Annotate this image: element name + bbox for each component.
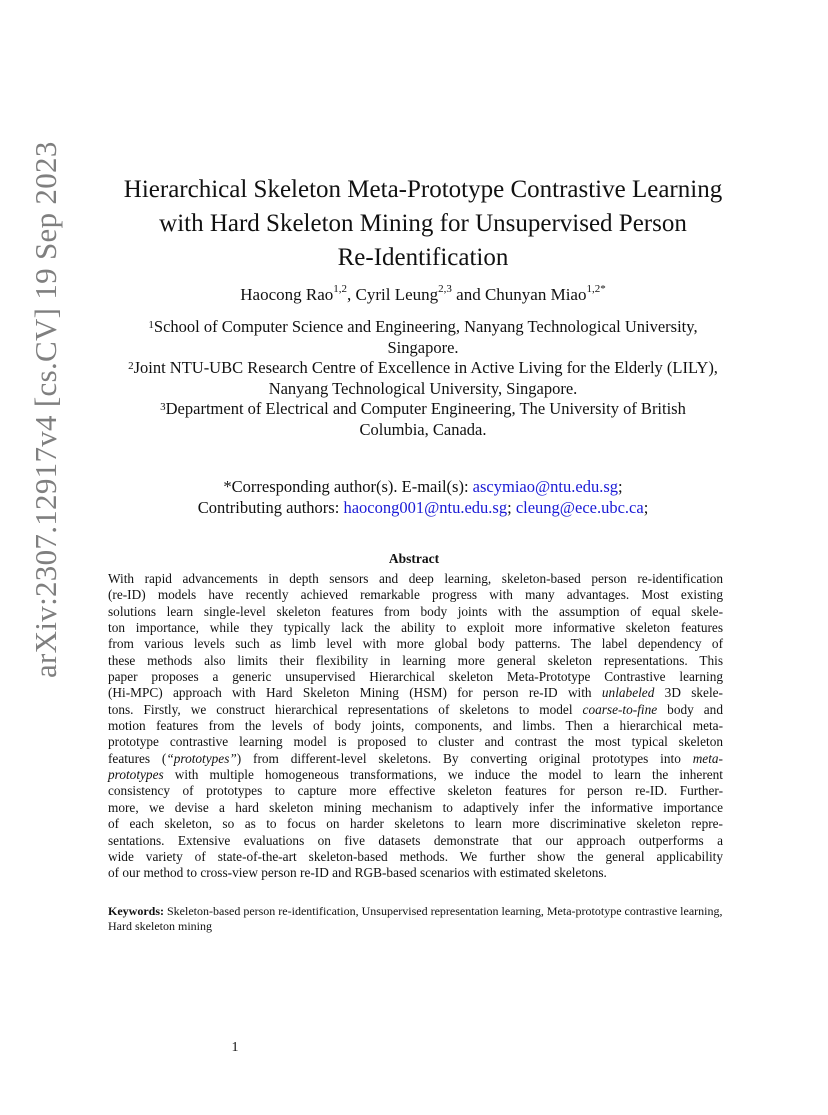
abstract-line xyxy=(108,833,723,849)
correspondence-block xyxy=(90,476,756,518)
author-name: Chunyan Miao xyxy=(484,285,587,304)
contributing-email-link[interactable]: cleung@ece.ubc.ca xyxy=(515,498,644,517)
abstract-line xyxy=(108,816,723,832)
affiliation: Nanyang Technological University, Singapore. xyxy=(268,378,578,398)
author-separator: and xyxy=(451,285,485,304)
title-line: Hierarchical Skeleton Meta-Prototype Contrastive Learning xyxy=(123,175,723,203)
abstract-emphasis: unlabeled xyxy=(601,685,655,701)
abstract-text: (re-ID) models have recently achieved remarkable progress with many advantages. Most existing xyxy=(108,587,723,603)
punctuation: ; xyxy=(507,498,516,517)
arxiv-identifier-stamp: arXiv:2307.12917v4 [cs.CV] 19 Sep 2023 xyxy=(28,141,63,678)
punctuation: ; xyxy=(618,477,623,496)
abstract-emphasis: meta- xyxy=(692,750,723,766)
abstract-text: consistency of prototypes to capture more effective skeleton features for person re-ID. Further- xyxy=(108,783,723,799)
author-name: Cyril Leung xyxy=(355,285,439,304)
affiliation: Singapore. xyxy=(387,337,459,357)
abstract-line xyxy=(108,767,723,783)
author-affiliation-marker: 1,2 xyxy=(333,283,348,295)
abstract-line xyxy=(108,783,723,799)
abstract-line xyxy=(108,849,723,865)
abstract-text: motion features from the levels of body joints, components, and limbs. Then a hierarchical meta- xyxy=(108,718,723,734)
punctuation: ; xyxy=(643,498,649,517)
abstract-text: of each skeleton, so as to focus on harder skeletons to learn more discriminative skeleton repre- xyxy=(108,816,723,832)
abstract-text: 3D skele- xyxy=(654,685,723,701)
corresponding-author-line xyxy=(90,476,756,497)
abstract-text: more, we devise a hard skeleton mining mechanism to adaptively infer the informative importance xyxy=(108,799,723,815)
abstract-line xyxy=(108,734,723,750)
affiliation xyxy=(90,358,756,379)
corresponding-label: *Corresponding author(s). E-mail(s): xyxy=(223,477,473,496)
contributing-email-link[interactable]: haocong001@ntu.edu.sg xyxy=(343,498,508,517)
author-affiliation-marker: 1,2* xyxy=(586,283,606,295)
abstract-line xyxy=(108,702,723,718)
abstract-line xyxy=(108,800,723,816)
abstract-text: ton importance, while they typically lack the ability to exploit more informative skeleton features xyxy=(108,620,723,636)
abstract-text: ) from different-level skeletons. By converting original prototypes into xyxy=(236,750,693,766)
page-number: 1 xyxy=(231,1040,239,1055)
title-line: Re-Identification xyxy=(337,243,509,271)
abstract-text: sentations. Extensive evaluations on five datasets demonstrate that our approach outperforms a xyxy=(108,832,723,848)
abstract-line xyxy=(108,653,723,669)
abstract-text: from various levels such as limb level with more global body patterns. The label dependency of xyxy=(108,636,723,652)
keywords-label: Keywords: xyxy=(108,904,164,918)
paper-title xyxy=(90,173,756,275)
abstract-emphasis: prototypes xyxy=(108,767,164,783)
affiliation-text: Department of Electrical and Computer Engineering, The University of British xyxy=(165,399,686,418)
affiliation-text: School of Computer Science and Engineering, Nanyang Technological University, xyxy=(153,317,698,336)
abstract-text: with multiple homogeneous transformations, we induce the model to learn the inherent xyxy=(163,767,723,783)
abstract-emphasis: coarse-to-fine xyxy=(582,701,658,717)
author-name: Haocong Rao xyxy=(240,285,334,304)
abstract-line xyxy=(108,669,723,685)
keywords xyxy=(108,904,723,934)
contributing-label: Contributing authors: xyxy=(197,498,344,517)
abstract-text: wide variety of state-of-the-art skeleton-based methods. We further show the general applicability xyxy=(108,848,723,864)
affiliation-list xyxy=(90,317,756,440)
abstract-text: (Hi-MPC) approach with Hard Skeleton Mining (HSM) for person re-ID with xyxy=(108,685,602,701)
affiliation: Columbia, Canada. xyxy=(359,419,487,439)
author-list xyxy=(90,285,756,305)
affiliation-number: 1 xyxy=(148,319,154,331)
abstract-line xyxy=(108,636,723,652)
abstract-text: these methods also limits their flexibility in learning more general skeleton representations. This xyxy=(108,652,723,668)
affiliation xyxy=(90,399,756,420)
abstract-line xyxy=(108,751,723,767)
abstract-text: tons. Firstly, we construct hierarchical representations of skeletons to model xyxy=(108,701,583,717)
abstract-text: features ( xyxy=(108,750,167,766)
abstract-text: prototype contrastive learning model is proposed to cluster and contrast the most typical skeleton xyxy=(108,734,723,750)
affiliation-text: Joint NTU-UBC Research Centre of Excellence in Active Living for the Elderly (LILY), xyxy=(133,358,718,377)
abstract-text: body and xyxy=(657,701,723,717)
affiliation-number: 3 xyxy=(160,401,166,413)
abstract-text: of our method to cross-view person re-ID and RGB-based scenarios with estimated skeletons. xyxy=(108,865,607,881)
keywords-text: Skeleton-based person re-identification, Unsupervised representation learning, Meta-prototype contrastive learning, Hard skeleton mining xyxy=(108,904,723,933)
contributing-authors-line xyxy=(90,497,756,518)
abstract-line xyxy=(108,587,723,603)
abstract-line xyxy=(108,685,723,701)
affiliation xyxy=(90,317,756,338)
abstract-line xyxy=(108,718,723,734)
abstract-line xyxy=(108,604,723,620)
author-separator: , xyxy=(347,285,356,304)
abstract-text: paper proposes a generic unsupervised Hierarchical skeleton Meta-Prototype Contrastive learning xyxy=(108,669,723,685)
title-line: with Hard Skeleton Mining for Unsupervised Person xyxy=(159,209,687,237)
abstract-line xyxy=(108,571,723,587)
abstract-line xyxy=(108,620,723,636)
abstract-text: With rapid advancements in depth sensors and deep learning, skeleton-based person re-identification xyxy=(108,571,723,586)
affiliation-number: 2 xyxy=(128,360,134,372)
abstract-line xyxy=(108,865,723,881)
abstract-emphasis: “prototypes” xyxy=(166,750,237,766)
abstract-text: solutions learn single-level skeleton features from body joints with the assumption of equal skele- xyxy=(108,603,723,619)
abstract-heading: Abstract xyxy=(388,551,440,566)
corresponding-email-link[interactable]: ascymiao@ntu.edu.sg xyxy=(472,477,619,496)
abstract-body xyxy=(108,571,723,882)
author-affiliation-marker: 2,3 xyxy=(438,283,452,295)
